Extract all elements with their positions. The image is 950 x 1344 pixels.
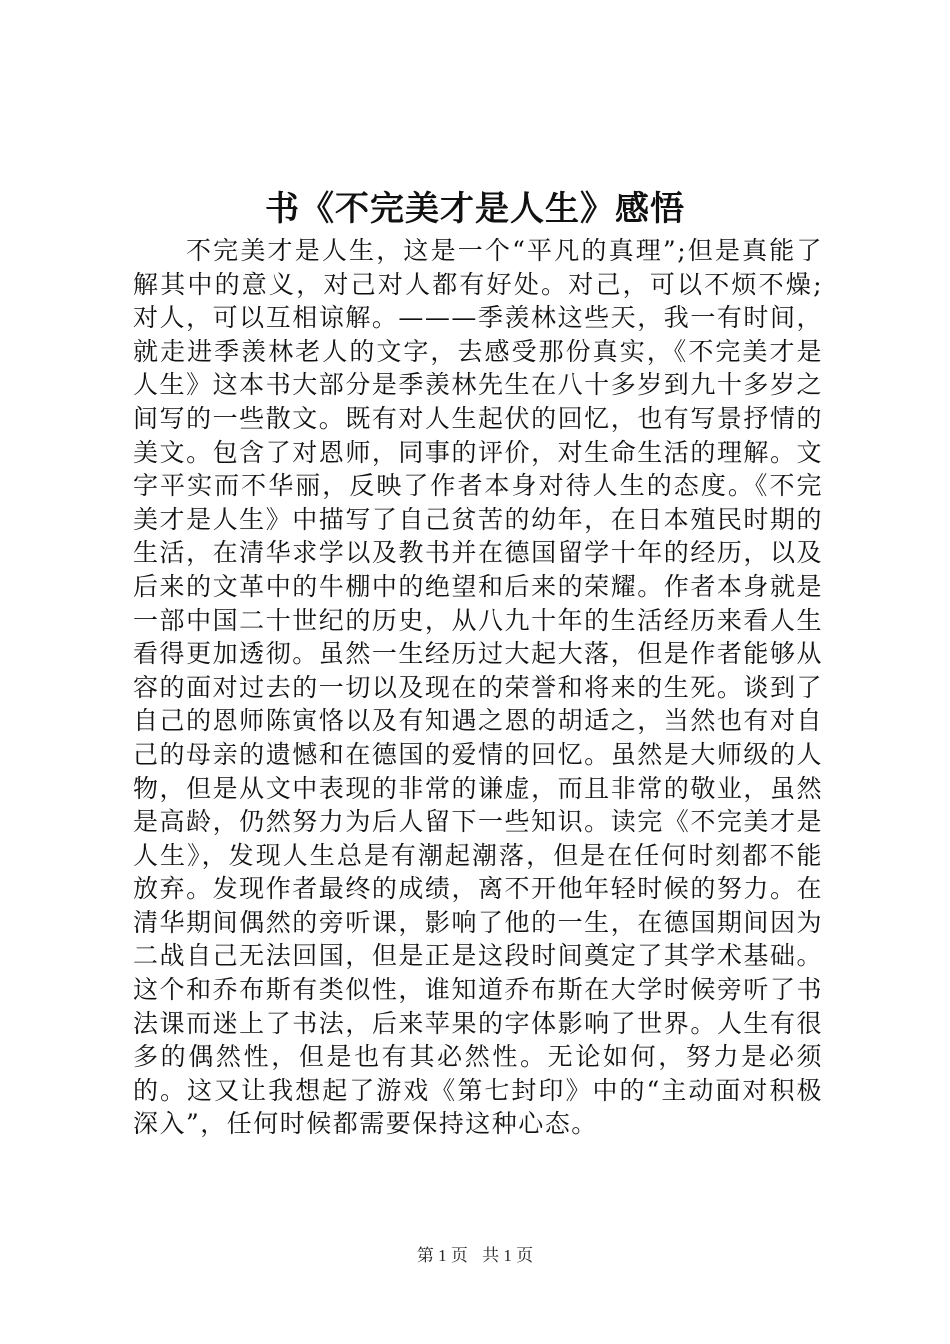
page-number: 第 1 页 (416, 1246, 468, 1265)
document-title: 书《不完美才是人生》感悟 (265, 189, 685, 229)
page-total: 共 1 页 (482, 1246, 534, 1265)
document-body-paragraph: 不完美才是人生，这是一个“平凡的真理”;但是真能了解其中的意义，对己对人都有好处。对己，可以不烦不燥;对人，可以互相谅解。———季羡林这些天，我一有时间，就走进季羡林老人的文字，去感受那份真实，《不完美才是人生》这本书大部分是季羡林先生在八十多岁到九十多岁之间写的一些散文。既有对人生起伏的回忆，也有写景抒情的美文。包含了对恩师，同事的评价，对生命生活的理解。文字平实而不华丽，反映了作者本身对待人生的态度。《不完美才是人生》中描写了自己贫苦的幼年，在日本殖民时期的生活，在清华求学以及教书并在德国留学十年的经历，以及后来的文革中的牛棚中的绝望和后来的荣耀。作者本身就是一部中国二十世纪的历史，从八九十年的生活经历来看人生看得更加透彻。虽然一生经历过大起大落，但是作者能够从容的面对过去的一切以及现在的荣誉和将来的生死。谈到了自己的恩师陈寅恪以及有知遇之恩的胡适之，当然也有对自己的母亲的遗憾和在德国的爱情的回忆。虽然是大师级的人物，但是从文中表现的非常的谦虚，而且非常的敬业，虽然是高龄，仍然努力为后人留下一些知识。读完《不完美才是人生》，发现人生总是有潮起潮落，但是在任何时刻都不能放弃。发现作者最终的成绩，离不开他年轻时候的努力。在清华期间偶然的旁听课，影响了他的一生，在德国期间因为二战自己无法回国，但是正是这段时间奠定了其学术基础。这个和乔布斯有类似性，谁知道乔布斯在大学时候旁听了书法课而迷上了书法，后来苹果的字体影响了世界。人生有很多的偶然性，但是也有其必然性。无论如何，努力是必须的。这又让我想起了游戏《第七封印》中的“主动面对积极深入”，任何时候都需要保持这种心态。 (133, 236, 823, 1139)
page-footer (0, 1245, 950, 1267)
